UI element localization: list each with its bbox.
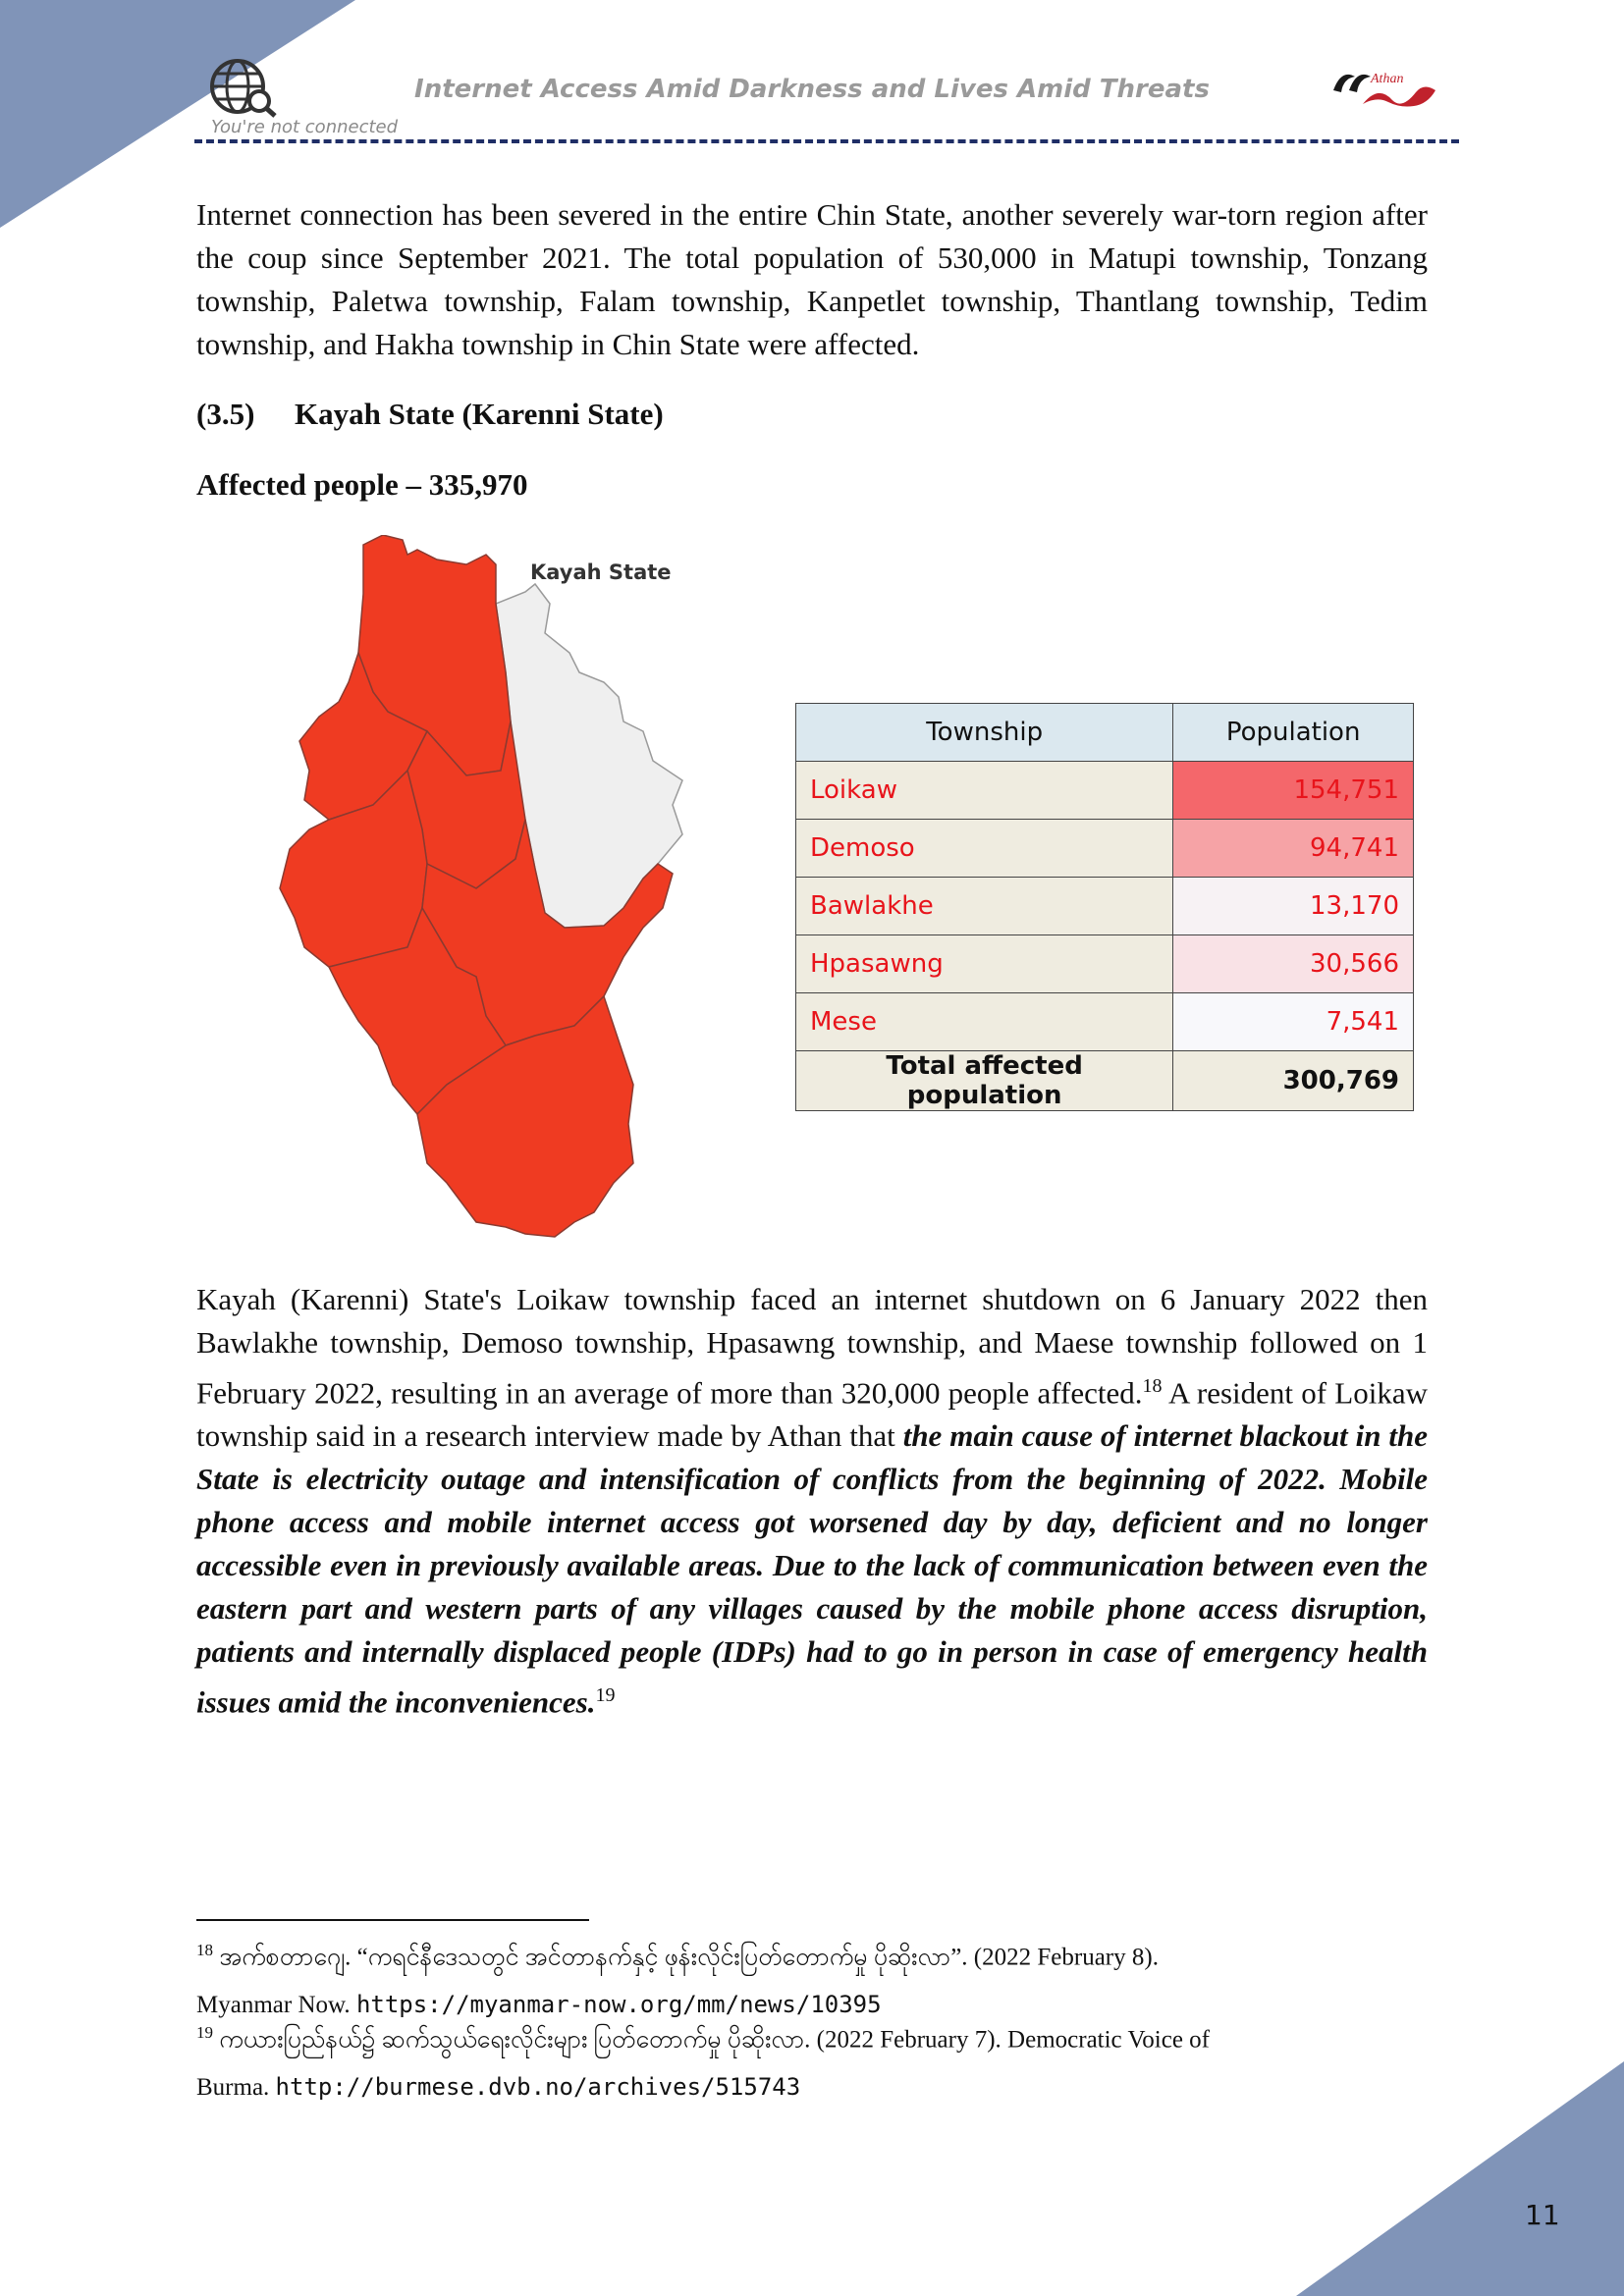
population-table xyxy=(795,703,1414,1111)
affected-people-heading: Affected people – 335,970 xyxy=(196,467,528,502)
population-cell: 7,541 xyxy=(1173,993,1414,1051)
resident-quote: the main cause of internet blackout in the State is electricity outage and intensification of conflicts from the beginning of 2022. Mobile phone access and mobile internet access got worsened day by day, deficient and no longer accessible even in previously available areas. Due to the lack of communication between even the eastern part and western parts of any villages caused by the mobile phone access disruption, patients and internally displaced people (IDPs) had to go in person in case of emergency health issues amid the inconveniences. xyxy=(196,1418,1428,1720)
table-header-township: Township xyxy=(796,704,1173,762)
athan-logo xyxy=(1327,57,1445,118)
population-cell: 154,751 xyxy=(1173,762,1414,820)
table-row xyxy=(796,762,1414,820)
footnote-number: 19 xyxy=(196,2023,213,2042)
intro-paragraph: Internet connection has been severed in the entire Chin State, another severely war-torn region after the coup since September 2021. The total population of 530,000 in Matupi township, Tonzang township, Paletwa township, Falam township, Kanpetlet township, Thantlang township, Tedim township, and Hakha township in Chin State were affected. xyxy=(196,197,1428,361)
table-row xyxy=(796,993,1414,1051)
township-cell: Hpasawng xyxy=(796,935,1173,993)
table-header-population: Population xyxy=(1173,704,1414,762)
connection-status-text: You're not connected xyxy=(211,117,399,137)
kayah-state-map xyxy=(211,535,692,1247)
table-row xyxy=(796,820,1414,878)
table-header-row xyxy=(796,704,1414,762)
population-cell: 30,566 xyxy=(1173,935,1414,993)
header-divider xyxy=(194,139,1459,143)
footnote-ref-18: 18 xyxy=(1142,1375,1163,1397)
section-number: (3.5) xyxy=(196,397,255,431)
footnote-19 xyxy=(196,2016,1434,2105)
township-cell: Mese xyxy=(796,993,1173,1051)
section-heading xyxy=(196,397,1428,432)
table-row xyxy=(796,878,1414,935)
page-number: 11 xyxy=(1525,2199,1560,2231)
footnote-number: 18 xyxy=(196,1941,213,1959)
footnote-source: Myanmar Now. xyxy=(196,1992,351,2019)
body-text-2: A resident of Loikaw township said in a research interview made by Athan that xyxy=(196,1375,1428,1454)
footnote-url[interactable]: http://burmese.dvb.no/archives/515743 xyxy=(275,2073,801,2102)
township-cell: Bawlakhe xyxy=(796,878,1173,935)
total-value-cell: 300,769 xyxy=(1173,1051,1414,1111)
athan-logo-text: Athan xyxy=(1371,72,1404,86)
township-cell: Demoso xyxy=(796,820,1173,878)
population-cell: 94,741 xyxy=(1173,820,1414,878)
township-cell: Loikaw xyxy=(796,762,1173,820)
footnote-18 xyxy=(196,1934,1434,2022)
body-text-1: Kayah (Karenni) State's Loikaw township faced an internet shutdown on 6 January 2022 then Bawlakhe township, Demoso township, Hpasawng township, and Maese township followed on 1 February 2022, resulting in an average of more than 320,000 people affected. xyxy=(196,1282,1428,1411)
footnote-ref-19: 19 xyxy=(595,1684,616,1707)
footnote-url[interactable]: https://myanmar-now.org/mm/news/10395 xyxy=(355,1991,882,2019)
total-label-cell: Total affected population xyxy=(796,1051,1173,1111)
footnote-text: ကယားပြည်နယ်၌ ဆက်သွယ်ရေးလိုင်းများ ပြတ်တောက်မှု ပိုဆိုးလာ. (2022 February 7). Democratic Voice of xyxy=(213,2026,1210,2054)
footnote-divider xyxy=(196,1919,589,1921)
running-header-title: Internet Access Amid Darkness and Lives Amid Threats xyxy=(414,75,1210,104)
footnote-text: အက်စတာဂျေ. “ကရင်နီဒေသတွင် အင်တာနက်နှင့် ဖုန်းလိုင်းပြတ်တောက်မှု ပိုဆိုးလာ”. (2022 February 8). xyxy=(213,1944,1159,1971)
section-title: Kayah State (Karenni State) xyxy=(295,397,664,431)
footnote-source: Burma. xyxy=(196,2074,270,2102)
map-label: Kayah State xyxy=(530,561,672,584)
table-row xyxy=(796,935,1414,993)
population-cell: 13,170 xyxy=(1173,878,1414,935)
table-total-row xyxy=(796,1051,1414,1111)
body-paragraph xyxy=(196,1278,1428,1725)
